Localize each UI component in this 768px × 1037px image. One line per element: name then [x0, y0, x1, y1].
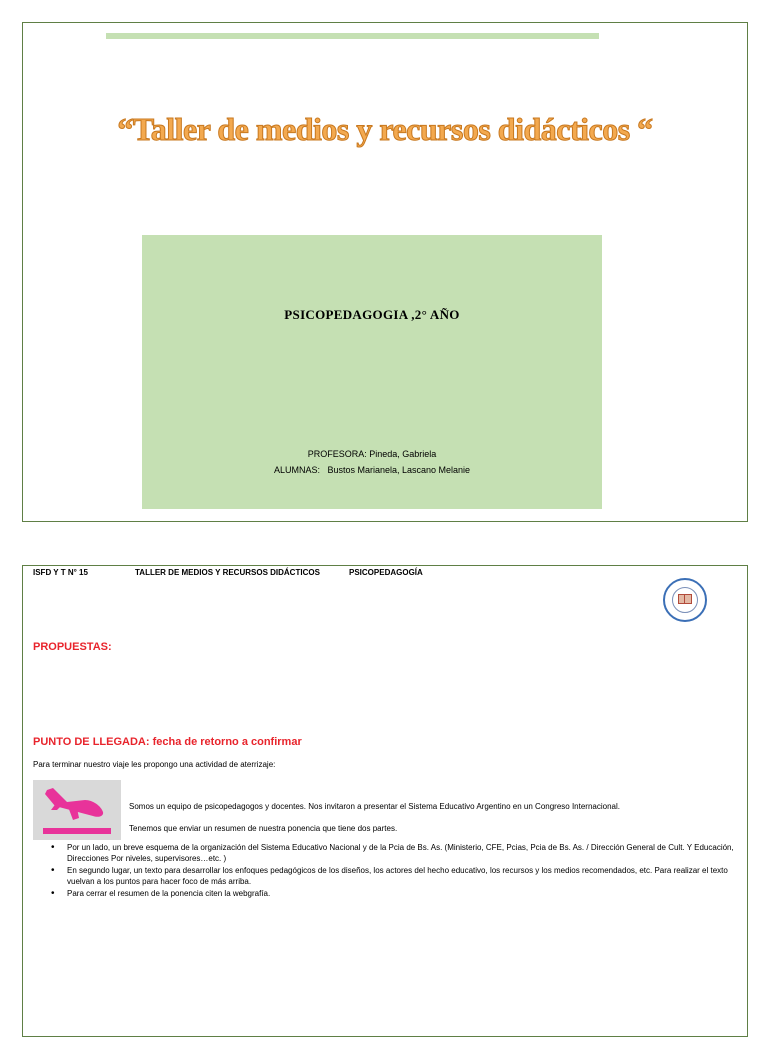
content-page: [22, 565, 748, 1037]
institute-seal-icon: [663, 578, 707, 622]
bullet-list: [51, 842, 741, 900]
course-info-box: [142, 235, 602, 509]
paragraph-1: Somos un equipo de psicopedagogos y docentes. Nos invitaron a presentar el Sistema Educativo Argentino en un Congreso Internacional.: [129, 802, 620, 811]
cover-page: [22, 22, 748, 522]
teacher-line: PROFESORA: Pineda, Gabriela: [307, 449, 437, 459]
proposals-heading: PROPUESTAS:: [33, 641, 112, 653]
course-label: PSICOPEDAGOGIA ,2° AÑO: [284, 307, 460, 322]
cover-title: “Taller de medios y recursos didácticos “: [117, 111, 653, 147]
bullet-item: • Por un lado, un breve esquema de la organización del Sistema Educativo Nacional y de la Pcia de Bs. As. (Ministerio, CFE, Pcias, Pcia de Bs. As. / Dirección General de Cult. Y Educación, Direcciones Por niveles, supervisores…etc. ): [51, 842, 741, 864]
intro-text: Para terminar nuestro viaje les propongo una actividad de aterrizaje:: [33, 760, 276, 769]
arrival-heading: PUNTO DE LLEGADA: fecha de retorno a confirmar: [33, 736, 302, 748]
bullet-item: • En segundo lugar, un texto para desarrollar los enfoques pedagógicos de los diseños, los actores del hecho educativo, los recursos y los medios recomendados, etc. Para realizar el texto vuelvan a los puntos para hacer foco de más arriba.: [51, 865, 741, 887]
header-career: PSICOPEDAGOGÍA: [349, 568, 423, 577]
students-line: ALUMNAS: Bustos Marianela, Lascano Melanie: [273, 465, 471, 475]
plane-landing-icon: [33, 780, 121, 840]
header-institute: ISFD Y T N° 15: [33, 568, 88, 577]
paragraph-2: Tenemos que enviar un resumen de nuestra ponencia que tiene dos partes.: [129, 824, 398, 833]
plane-landing-svg: [33, 780, 121, 840]
decorative-top-bar: [106, 33, 599, 39]
book-icon: [678, 594, 692, 604]
bullet-item: • Para cerrar el resumen de la ponencia citen la webgrafía.: [51, 888, 741, 899]
header-subject: TALLER DE MEDIOS Y RECURSOS DIDÁCTICOS: [135, 568, 320, 577]
staff-block: [142, 446, 602, 478]
